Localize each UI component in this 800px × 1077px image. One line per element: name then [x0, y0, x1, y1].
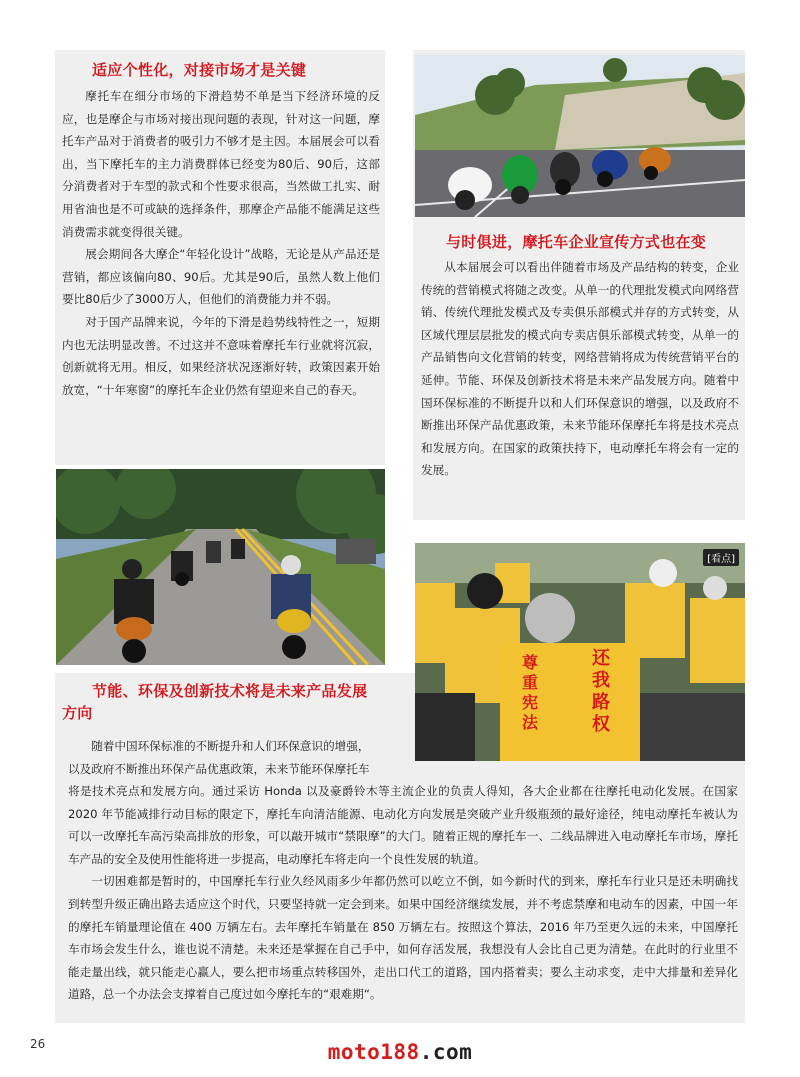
section1-paragraph-2: 展会期间各大摩企“年轻化设计”战略，无论是从产品还是营销，都应该偏向80、90后。尤其是90后，虽然人数上他们要比80后少了3000万人，但他们的消费能力并不弱。: [62, 247, 380, 307]
section3-line-2: 以及政府不断推出环保产品优惠政策，未来节能环保摩托车: [68, 761, 370, 776]
section2-heading: 与时俱进，摩托车企业宣传方式也在变: [446, 233, 707, 251]
vest-char: 路: [592, 692, 610, 713]
vest-text-right: [590, 648, 612, 736]
section3-paragraph-2: 一切困难都是暂时的，中国摩托车行业久经风雨多少年都仍然可以屹立不倒，如今新时代的到来，摩托车行业只是还未明确找到转型升级正确出路去适应这个时代，只要坚持就一定会到来。如果中国经济继续发展，并不考虑禁摩和电动车的因素，中国一年的摩托车销量理论值在 400 万辆左右。去年摩托车销量在 850 万辆左右。按照这个算法，2016 年乃至更久远的未来，中国摩托车市场会发生什么，谁也说不清楚。未来还是掌握在自己手中，如何存活发展，我想没有人会比自己更为清楚。在此时的行业里不能走量出线，就只能走心赢人，要么把市场重点转移国外，走出口代工的道路，国内搭着卖；要么主动求变，走中大排量和差异化道路，总一个办法会支撑着自己度过如今摩托车的“艰难期“。: [68, 874, 738, 1002]
section3-line-1: 随着中国环保标准的不断提升和人们环保意识的增强，: [91, 739, 370, 753]
vest-char: 还: [592, 648, 610, 669]
section2-body: [421, 256, 739, 482]
vest-char: 法: [521, 713, 538, 732]
section3-heading-line2: 方向: [62, 704, 93, 722]
section3-paragraph-1: 将是技术亮点和发展方向。通过采访 Honda 以及豪爵铃木等主流企业的负责人得知，各大企业都在往摩托电动化发展。在国家 2020 年节能减排行动目标的限定下，摩托车向清洁能源、电动化方向发展是突破产业升级瓶颈的最好途径，纯电动摩托车被认为可以一改摩托车高污染高排放的形象，可以敲开城市“禁限摩”的大门。随着正规的摩托车一、二线品牌进入电动摩托车市场，摩托车产品的安全及使用性能将进一步提高，电动摩托车将走向一个良性发展的轨道。: [68, 784, 738, 866]
photo-group-ride: [56, 469, 385, 665]
photo-yellow-vest-riders: [415, 543, 745, 761]
section1-paragraph-3: 对于国产品牌来说，今年的下滑是趋势线特性之一，短期内也无法明显改善。不过这并不意味着摩托车行业就将沉寂，创新就将无用。相反，如果经济状况逐渐好转，政策因素开始放宽，“十年寒窗”的摩托车企业仍然有望迎来自己的春天。: [62, 314, 380, 397]
photo-badge: [看点]: [703, 549, 739, 566]
page-number: 26: [30, 1037, 46, 1051]
vest-char: 权: [592, 714, 610, 735]
section1-body: [62, 85, 380, 401]
section1-heading: 适应个性化，对接市场才是关键: [92, 61, 307, 79]
site-watermark: [0, 1040, 800, 1064]
section3-intro: [68, 735, 408, 780]
vest-char: 我: [592, 670, 610, 691]
section3-heading-line1: 节能、环保及创新技术将是未来产品发展: [92, 682, 368, 700]
vest-text-left: [520, 653, 540, 733]
vest-char: 尊: [521, 653, 538, 672]
vest-char: 宪: [521, 693, 538, 712]
section2-paragraph-1: 从本届展会可以看出伴随着市场及产品结构的转变，企业传统的营销模式将随之改变。从单一的代理批发模式向网络营销、传统代理批发模式及专卖俱乐部模式并存的方式转变，从区域代理层层批发的模式向专卖店俱乐部模式转变，从单一的产品销售向文化营销的转变，网络营销将成为传统营销平台的延伸。节能、环保及创新技术将是未来产品发展方向。随着中国环保标准的不断提升以和人们环保意识的增强，以及政府不断推出环保产品优惠政策，未来节能环保摩托车将是技术亮点和发展方向。在国家的政策扶持下，电动摩托车将会有一定的发展。: [421, 260, 739, 478]
watermark-name: moto188: [327, 1040, 420, 1064]
photo-parked-sportbikes: [415, 55, 745, 217]
watermark-domain: .com: [419, 1040, 473, 1064]
vest-char: 重: [521, 673, 538, 692]
section3-body: [68, 780, 738, 1006]
section1-paragraph-1: 摩托车在细分市场的下滑趋势不单是当下经济环境的反应，也是摩企与市场对接出现问题的表现，针对这一问题，摩托车产品对于消费者的吸引力不够才是主因。本届展会可以看出，当下摩托车的主力消费群体已经变为80后、90后，这部分消费者对于车型的款式和个性要求很高，当然做工扎实、耐用省油也是不可或缺的选择条件，那摩企产品能不能满足这些消费需求就变得很关键。: [62, 89, 380, 239]
section3-heading: [62, 680, 402, 724]
